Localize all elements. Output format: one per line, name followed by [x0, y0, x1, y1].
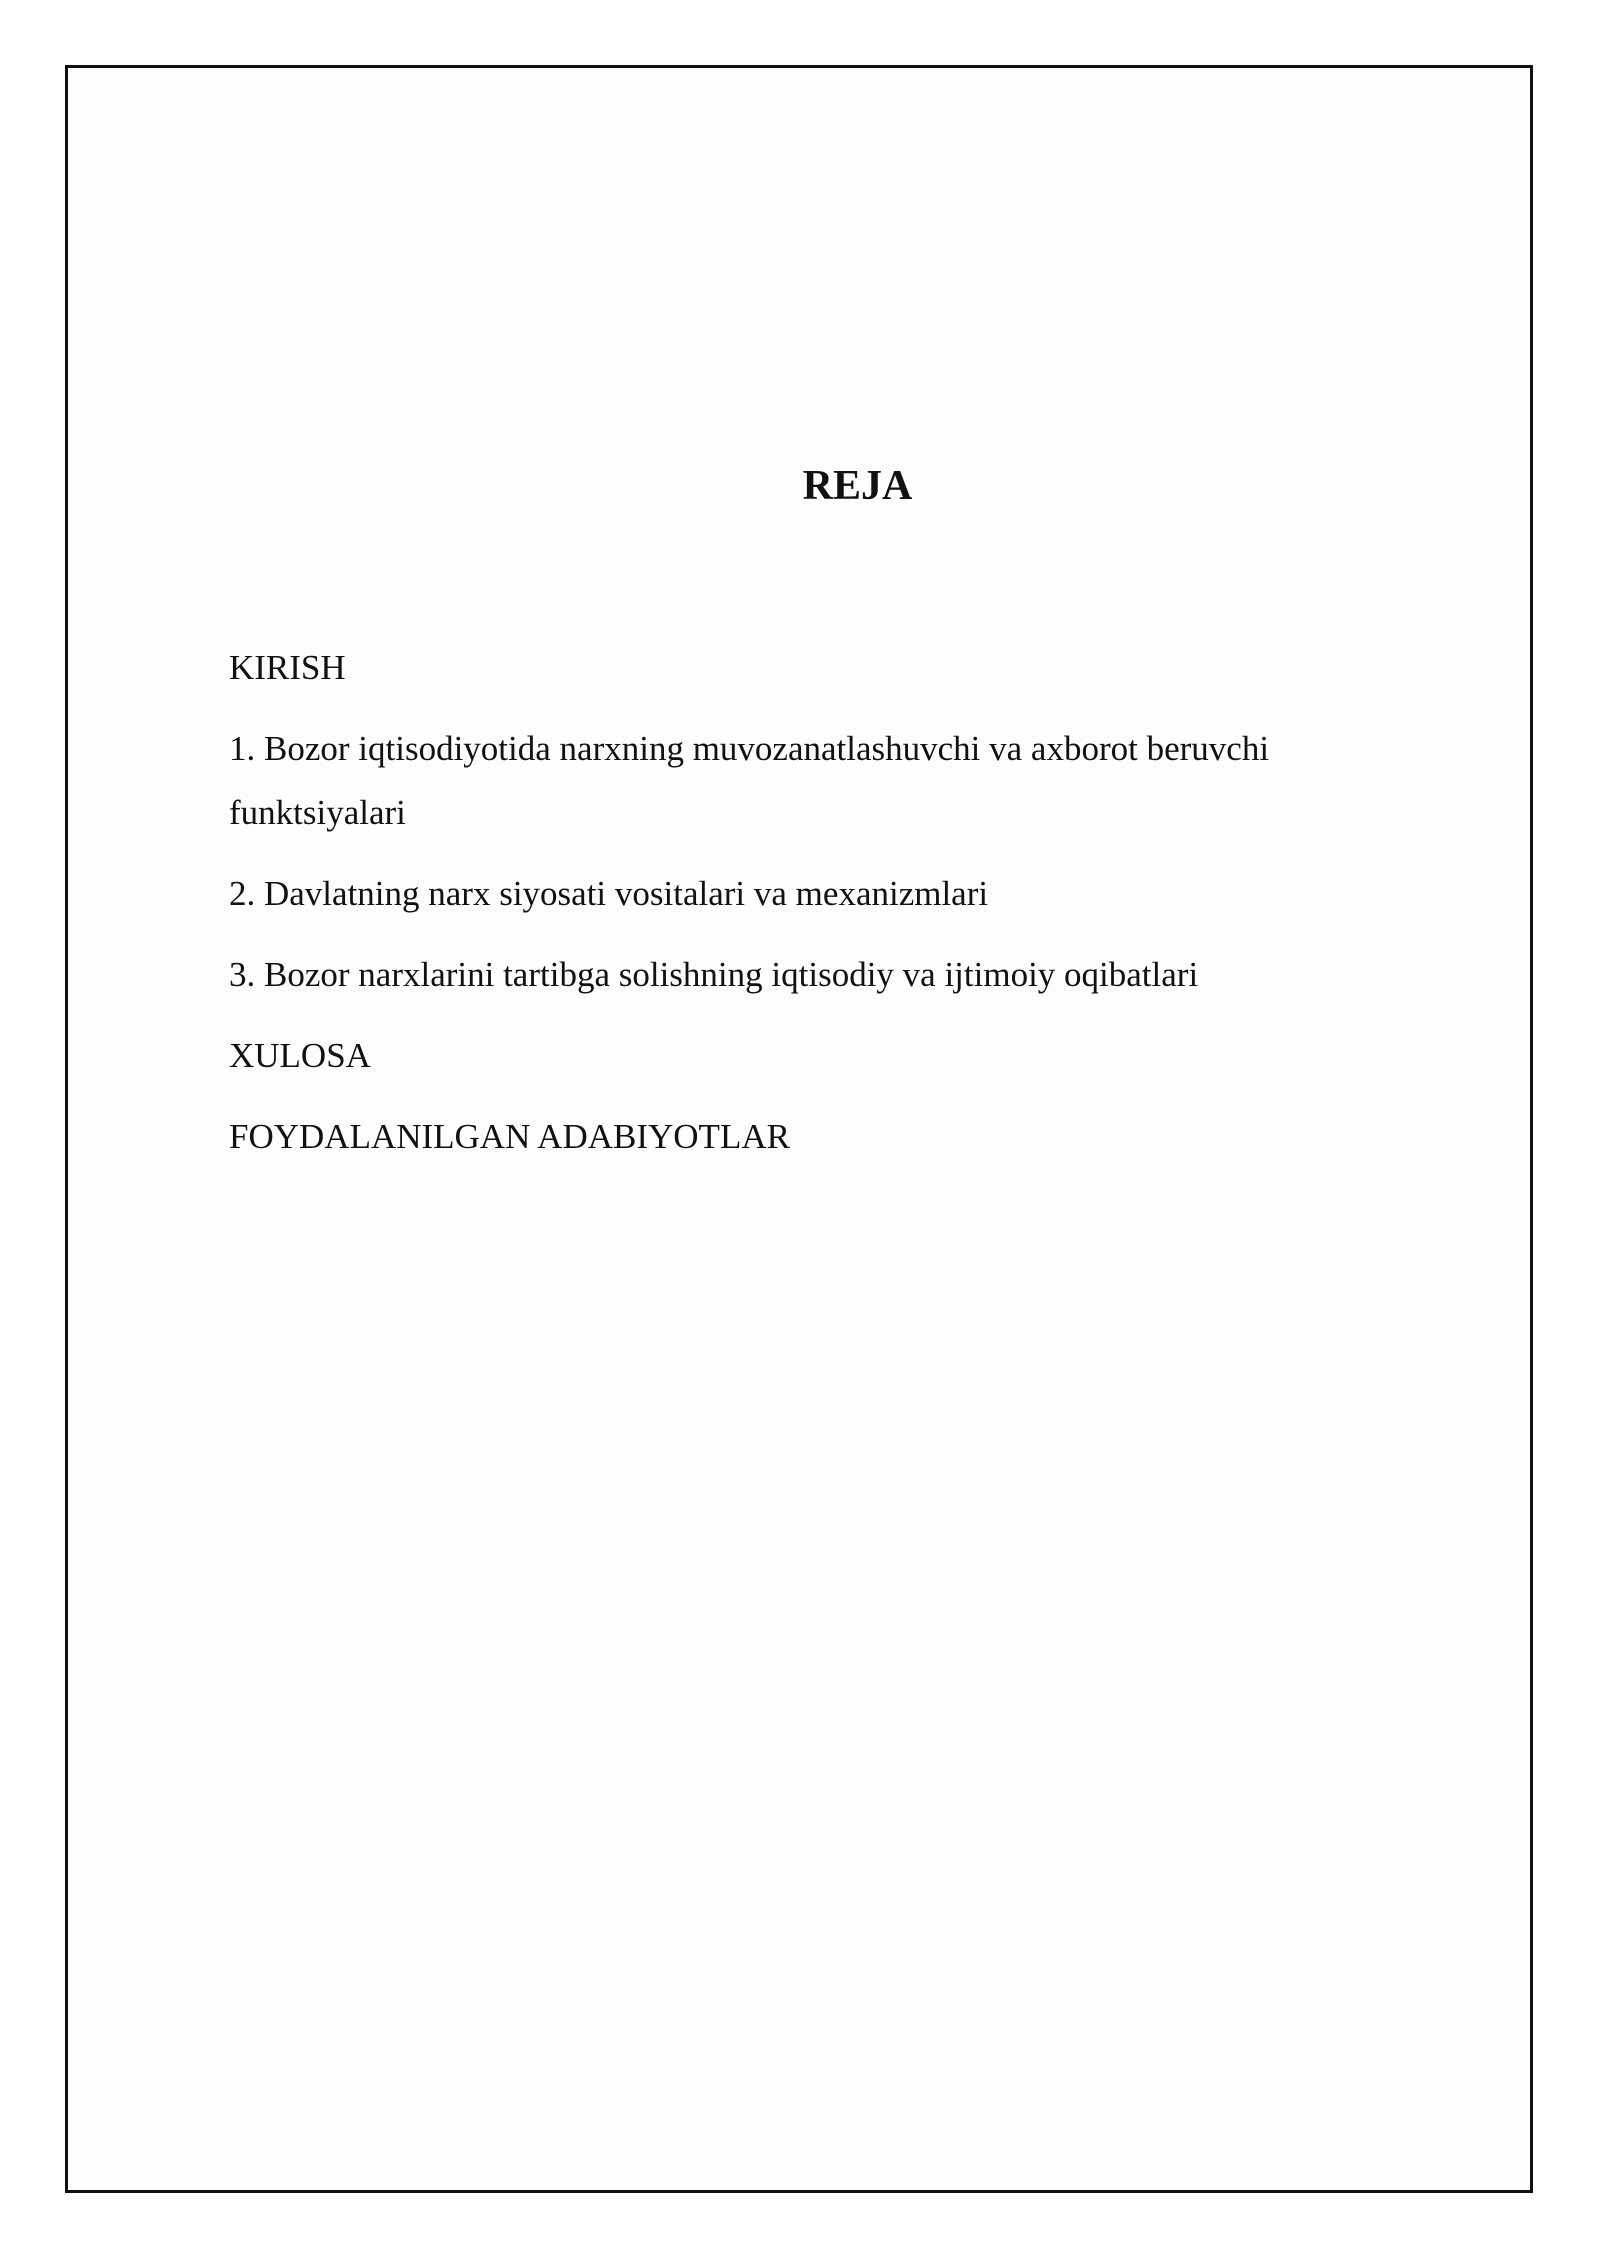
toc-item-chapter-1: 1. Bozor iqtisodiyotida narxning muvozanatlashuvchi va axborot beruvchi funktsiyalari — [229, 729, 1270, 832]
table-of-contents — [229, 636, 1379, 1186]
toc-item-chapter-2: 2. Davlatning narx siyosati vositalari va mexanizmlari — [229, 874, 989, 913]
page-title: REJA — [802, 463, 913, 509]
toc-item-introduction: KIRISH — [229, 648, 346, 687]
toc-item-conclusion: XULOSA — [229, 1036, 371, 1075]
toc-item-references: FOYDALANILGAN ADABIYOTLAR — [229, 1117, 790, 1156]
toc-item-chapter-3: 3. Bozor narxlarini tartibga solishning iqtisodiy va ijtimoiy oqibatlari — [229, 955, 1199, 994]
